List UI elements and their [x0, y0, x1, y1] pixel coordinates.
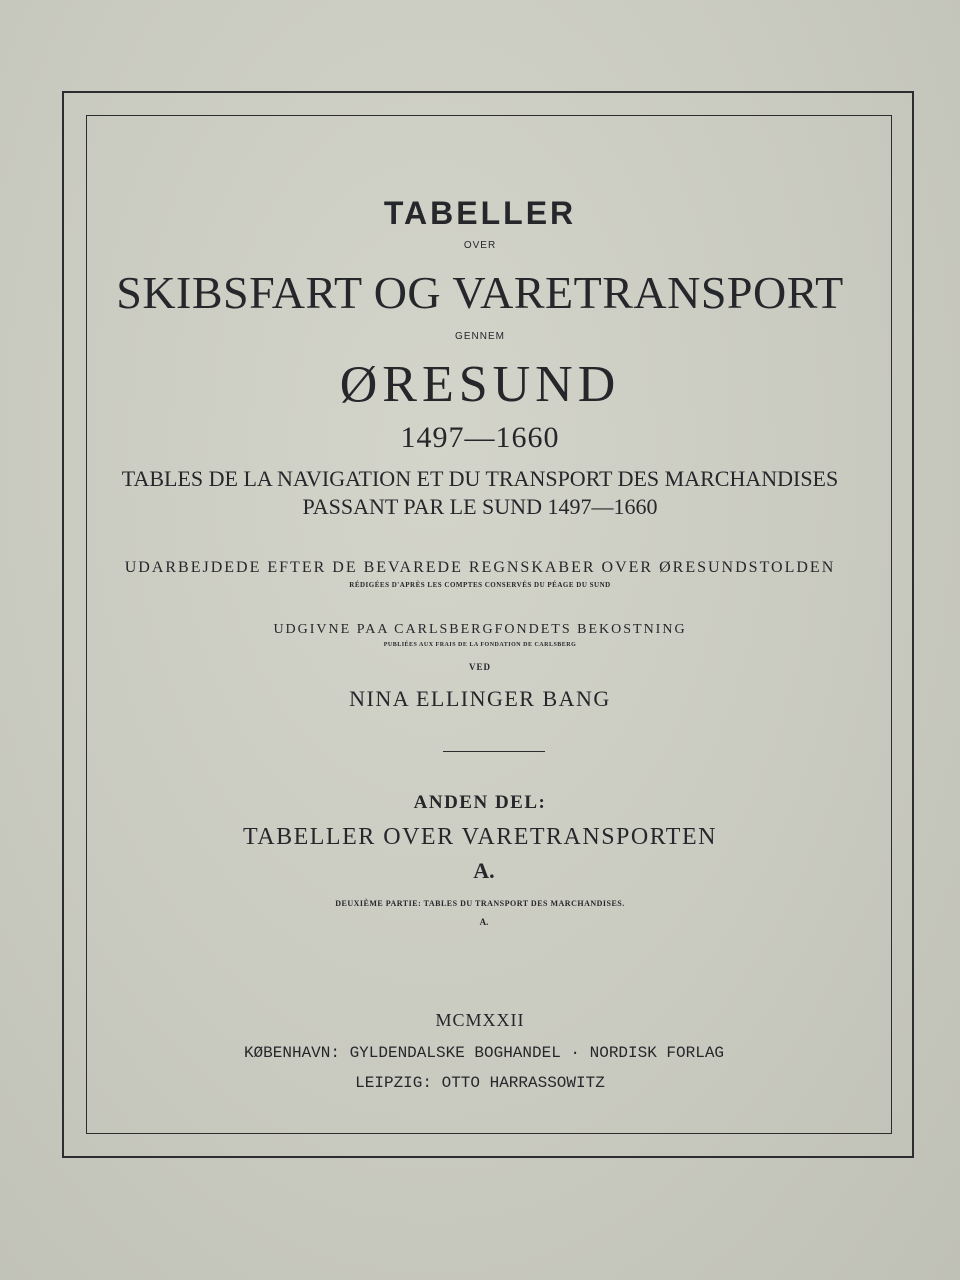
divider-rule [443, 751, 545, 752]
heading-tabeller: TABELLER [383, 195, 577, 231]
part-title-fr: DEUXIÈME PARTIE: TABLES DU TRANSPORT DES MARCHANDISES. [335, 899, 625, 908]
compiled-from-note: UDARBEJDEDE EFTER DE BEVAREDE REGNSKABER OVER ØRESUNDSTOLDEN [124, 559, 836, 576]
published-at-expense-note-fr: PUBLIÉES AUX FRAIS DE LA FONDATION DE CARLSBERG [383, 642, 577, 648]
part-title: TABELLER OVER VARETRANSPORTEN [243, 824, 717, 850]
compiled-from-note-fr: RÉDIGÉES D'APRÈS LES COMPTES CONSERVÉS DU PÉAGE DU SUND [349, 581, 611, 589]
publication-year: MCMXXII [435, 1010, 525, 1030]
title-years: 1497—1660 [400, 421, 560, 454]
published-at-expense-note: UDGIVNE PAA CARLSBERGFONDETS BEKOSTNING [273, 622, 687, 637]
part-label: ANDEN DEL: [413, 792, 547, 813]
title-oresund: ØRESUND [339, 356, 621, 413]
publisher-leipzig: LEIPZIG: OTTO HARRASSOWITZ [355, 1074, 605, 1092]
french-title-line-2: PASSANT PAR LE SUND 1497—1660 [302, 494, 658, 519]
publisher-copenhagen: KØBENHAVN: GYLDENDALSKE BOGHANDEL · NORDISK FORLAG [243, 1044, 725, 1062]
part-letter-fr: A. [479, 917, 489, 927]
connector-over: OVER [463, 240, 497, 251]
main-title: SKIBSFART OG VARETRANSPORT [116, 267, 844, 318]
part-letter: A. [473, 858, 495, 883]
author-name: NINA ELLINGER BANG [349, 686, 611, 711]
french-title-line-1: TABLES DE LA NAVIGATION ET DU TRANSPORT DES MARCHANDISES [121, 466, 839, 491]
connector-gennem: GENNEM [455, 331, 505, 342]
by-label: VED [468, 662, 491, 672]
